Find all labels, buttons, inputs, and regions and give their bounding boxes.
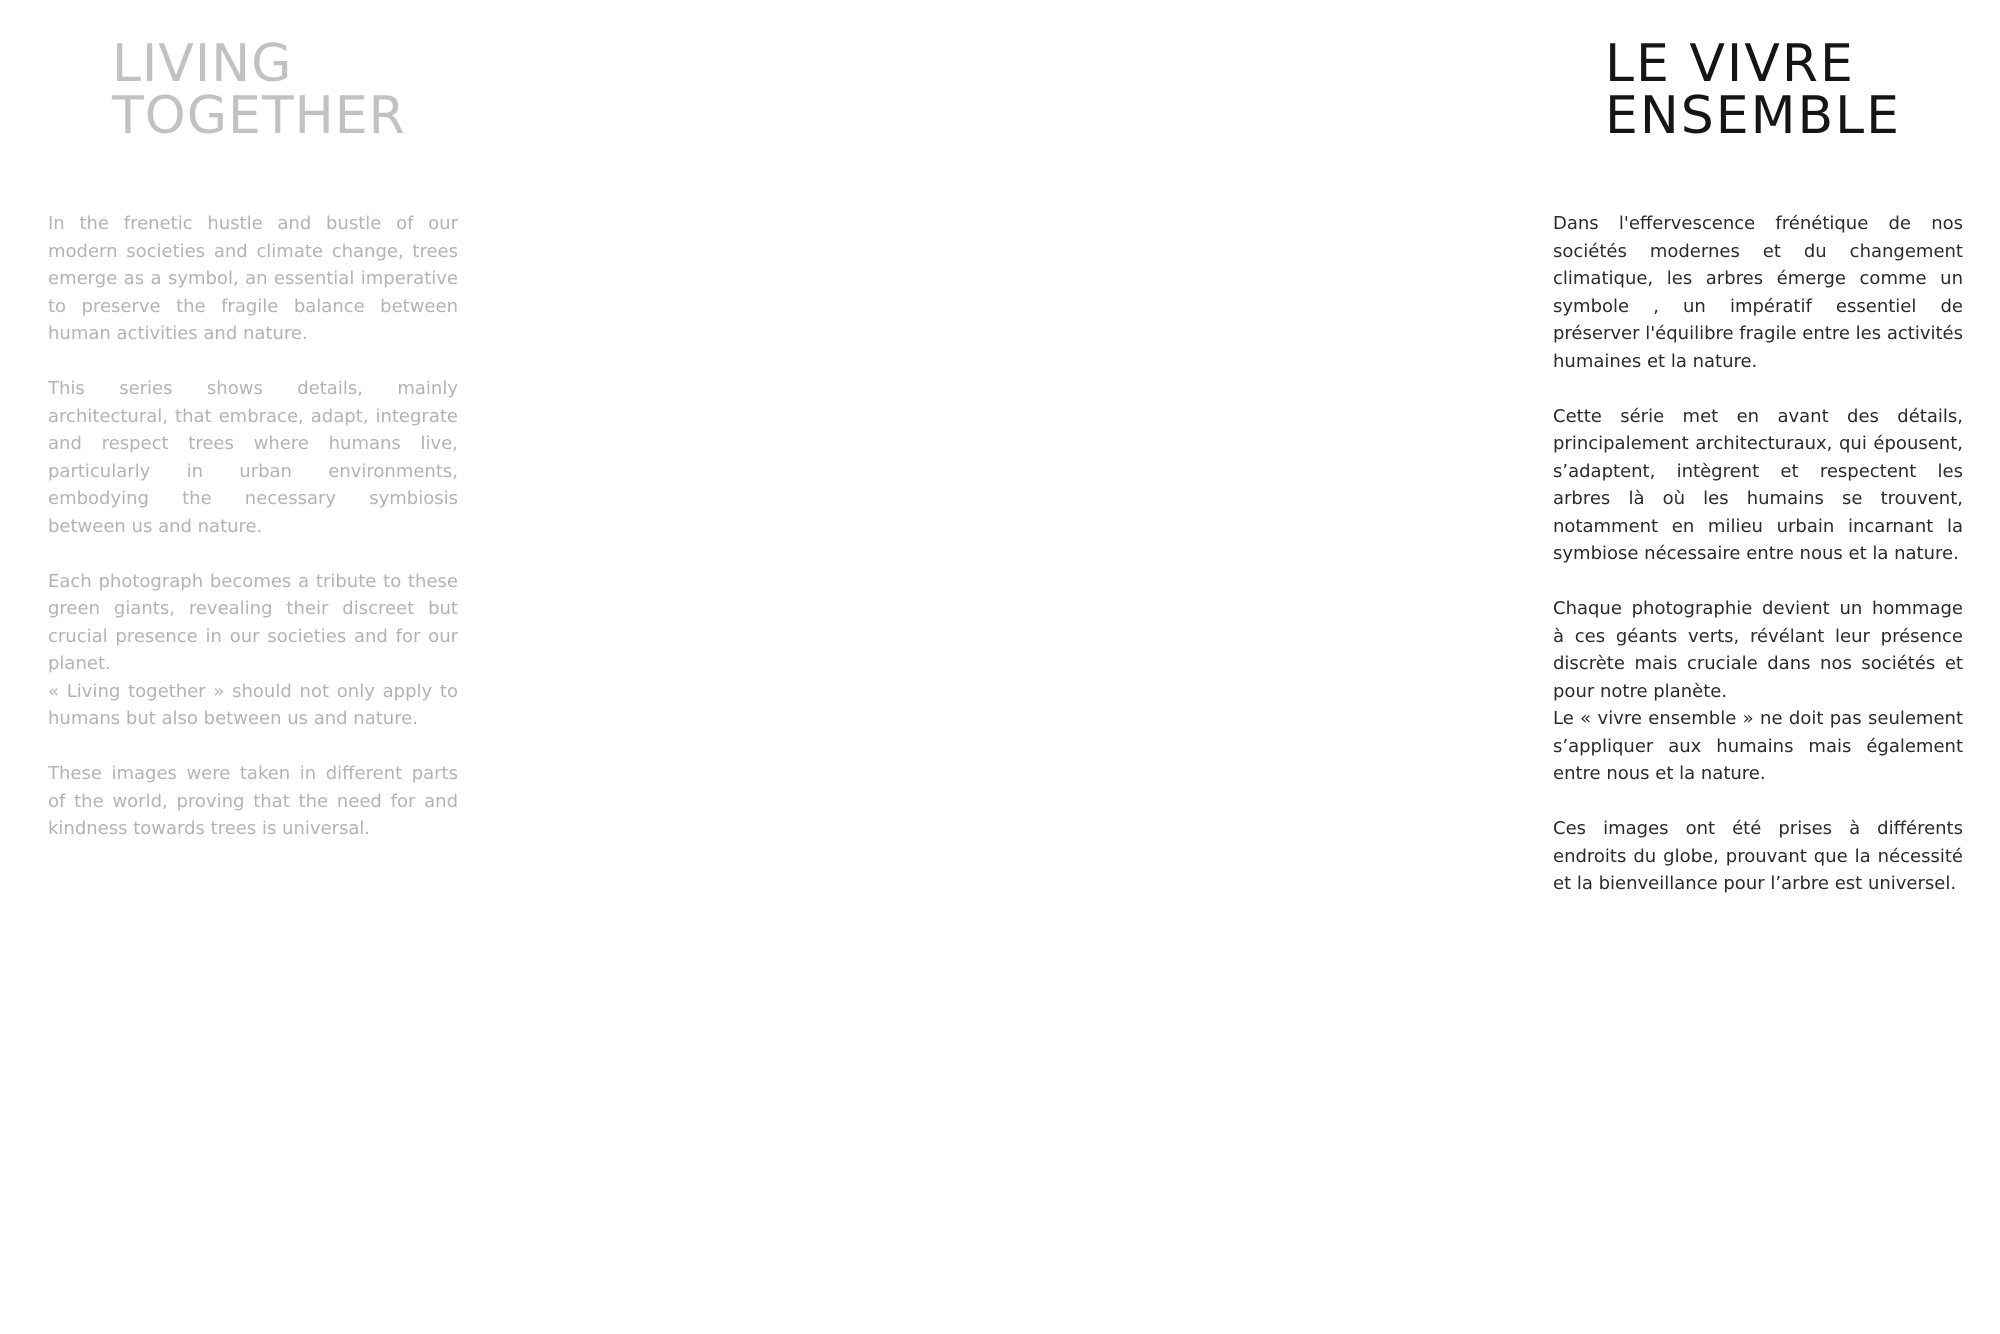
french-paragraph-1 [1553, 210, 1963, 375]
french-paragraph-4 [1553, 815, 1963, 898]
english-paragraph-text: Each photograph becomes a tribute to these green giants, revealing their discreet but crucial presence in our societies and for our planet. [48, 570, 458, 674]
french-title-line-2: ENSEMBLE [1605, 86, 1901, 146]
english-paragraph-2 [48, 375, 458, 540]
english-paragraph-4 [48, 760, 458, 843]
english-paragraph-text: « Living together » should not only apply to humans but also between us and nature. [48, 680, 458, 729]
english-paragraph-text: In the frenetic hustle and bustle of our modern societies and climate change, trees emerge as a symbol, an essential imperative to preserve the fragile balance between human activities and nature. [48, 213, 458, 344]
french-paragraph-2 [1553, 403, 1963, 568]
english-paragraph-text: These images were taken in different parts of the world, proving that the need for and kindness towards trees is universal. [48, 763, 458, 839]
french-paragraph-text: Ces images ont été prises à différents endroits du globe, prouvant que la nécessité et la bienveillance pour l’arbre est universel. [1553, 818, 1963, 894]
french-title [1605, 34, 1901, 146]
english-title-line-2: TOGETHER [112, 86, 406, 146]
french-paragraph-text: Cette série met en avant des détails, principalement architecturaux, qui épousent, s’adaptent, intègrent et respectent les arbres là où les humains se trouvent, notamment en milieu urbain incarnant la symbiose nécessaire entre nous et la nature. [1553, 405, 1963, 564]
english-paragraph-1 [48, 210, 458, 348]
french-title-line-1: LE VIVRE [1605, 34, 1855, 94]
french-paragraph-text: Chaque photographie devient un hommage à ces géants verts, révélant leur présence discrète mais cruciale dans nos sociétés et pour notre planète. [1553, 598, 1963, 702]
french-paragraph-text: Le « vivre ensemble » ne doit pas seulement s’appliquer aux humains mais également entre nous et la nature. [1553, 708, 1963, 784]
french-paragraph-3 [1553, 595, 1963, 788]
french-body [1553, 210, 1963, 898]
english-paragraph-3 [48, 568, 458, 733]
english-paragraph-text: This series shows details, mainly architectural, that embrace, adapt, integrate and respect trees where humans live, particularly in urban environments, embodying the necessary symbiosis between us and nature. [48, 378, 458, 537]
french-paragraph-text: Dans l'effervescence frénétique de nos sociétés modernes et du changement climatique, les arbres émerge comme un symbole , un impératif essentiel de préserver l'équilibre fragile entre les activités humaines et la nature. [1553, 213, 1963, 372]
english-title-line-1: LIVING [112, 34, 293, 94]
english-title [112, 34, 406, 146]
english-body [48, 210, 458, 843]
